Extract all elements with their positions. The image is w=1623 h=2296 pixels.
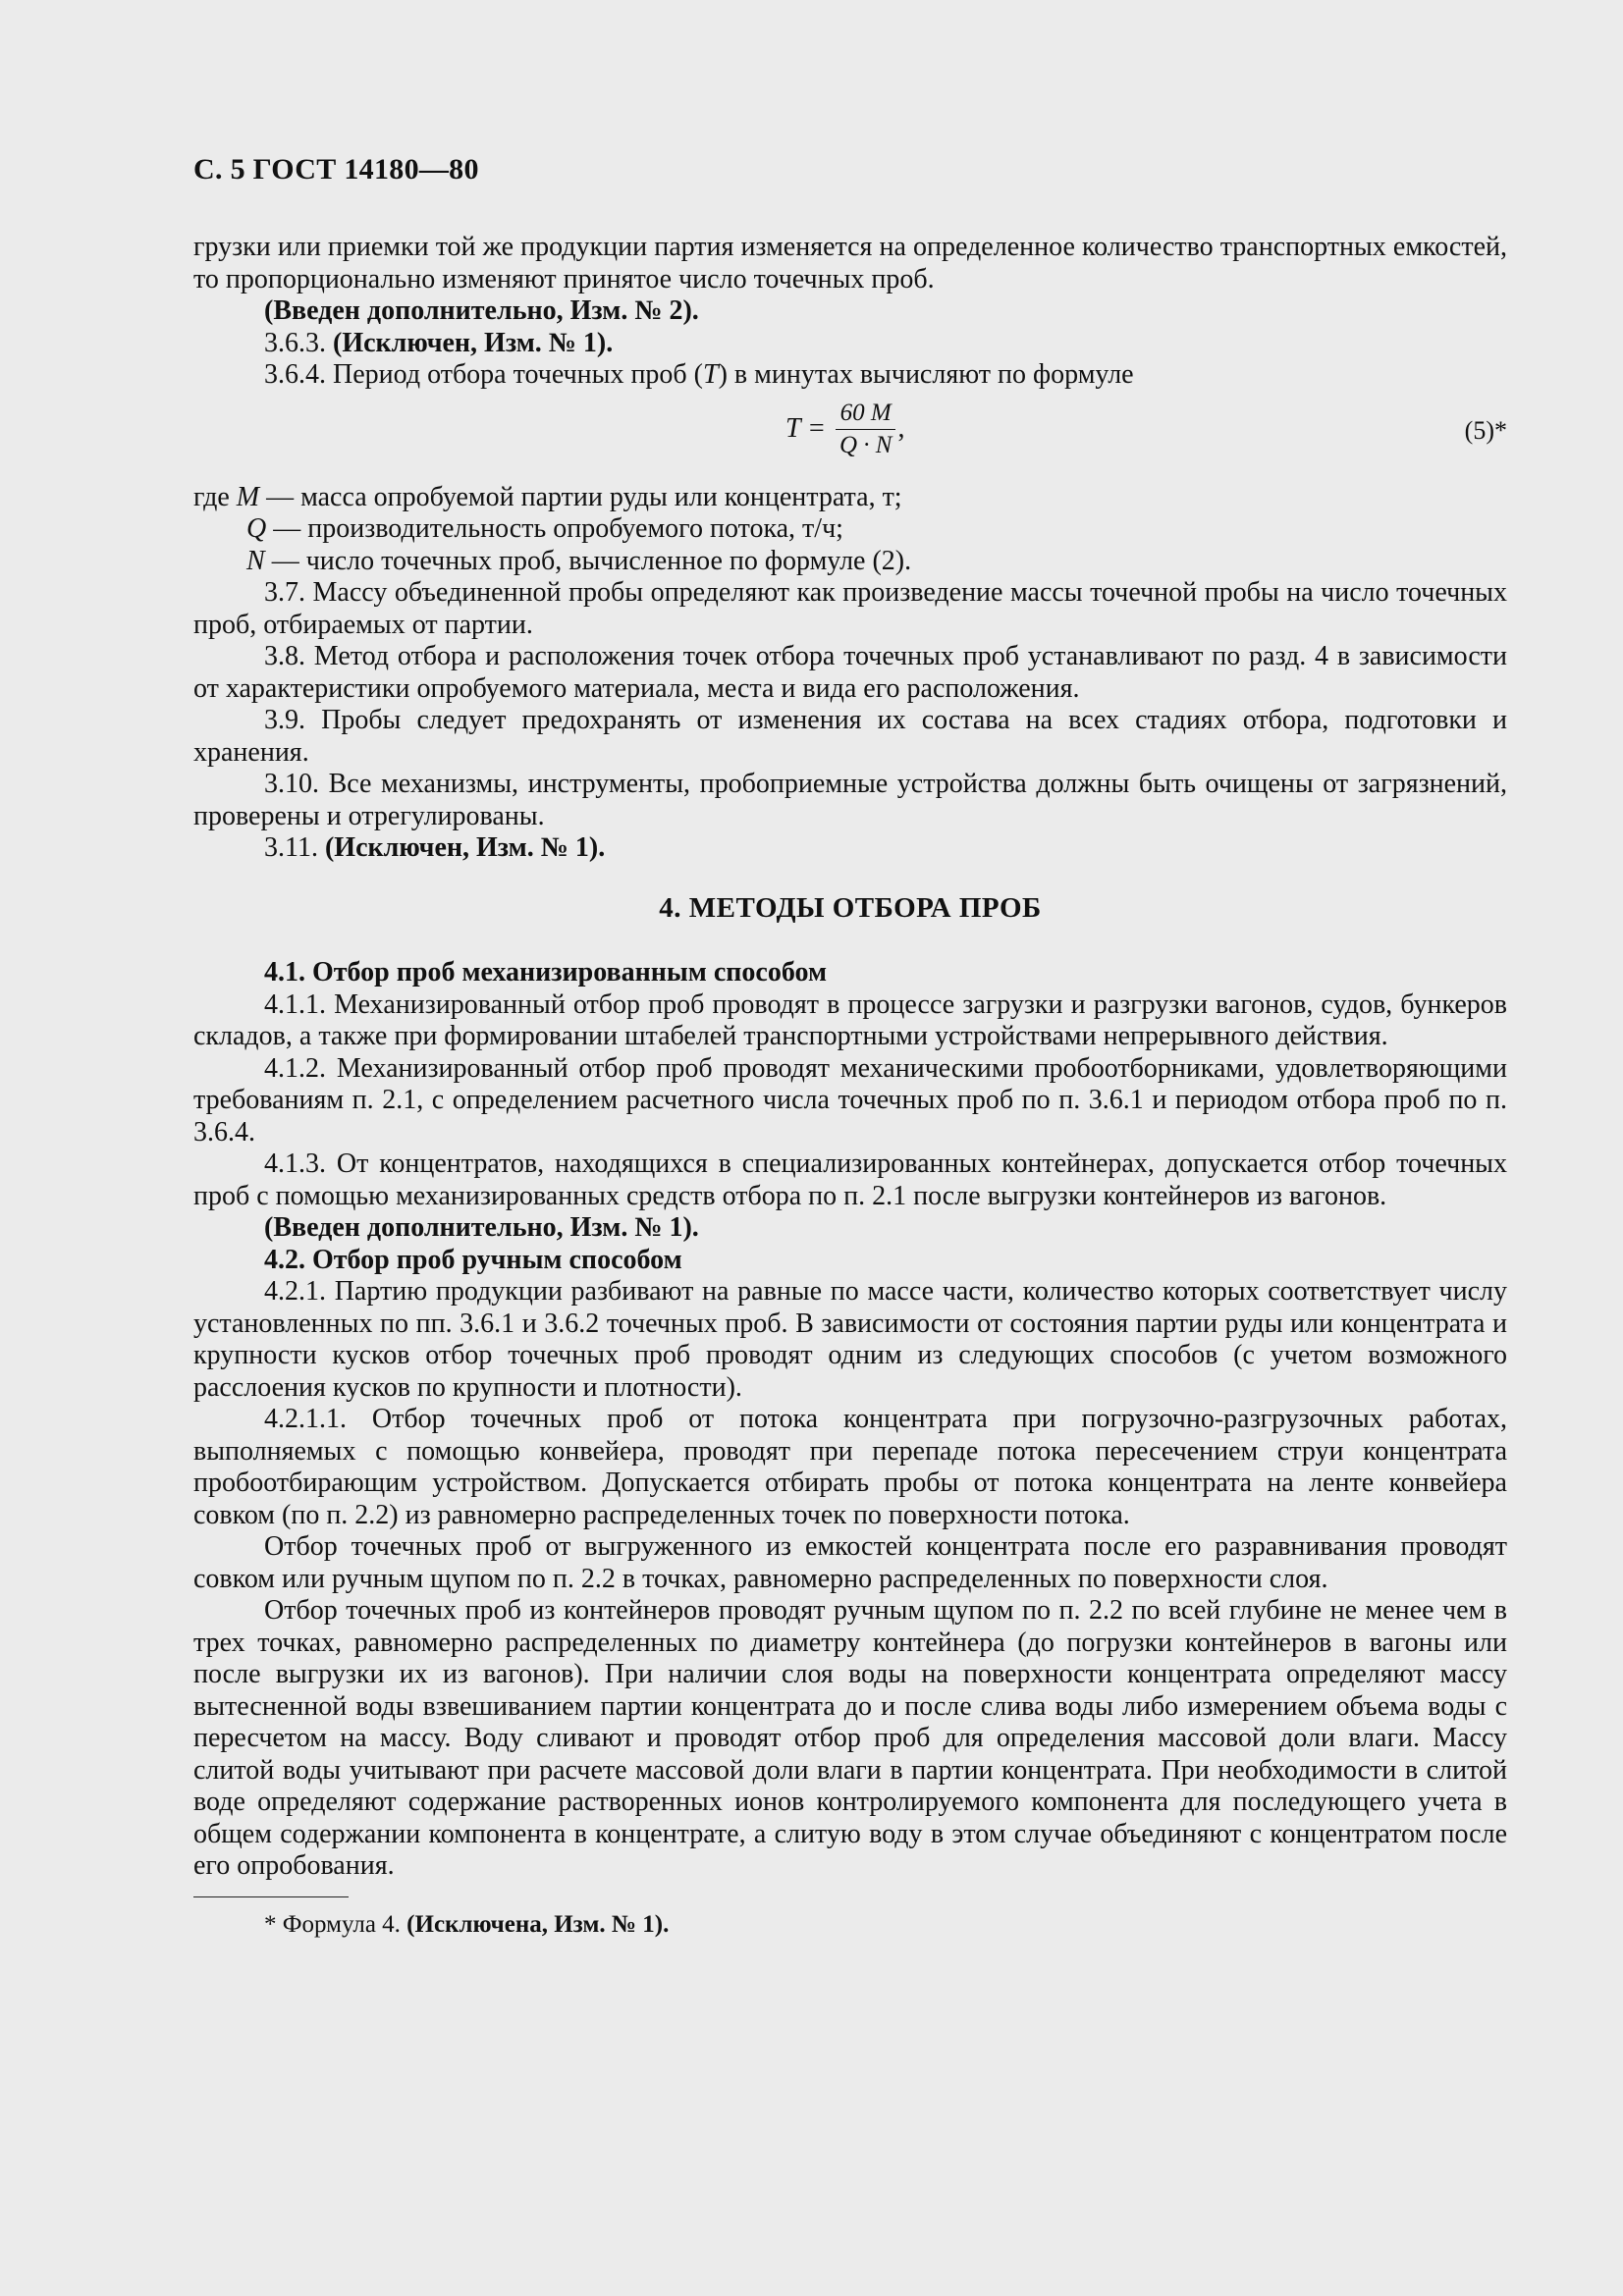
formula-expression <box>785 400 904 459</box>
clause-3-8: 3.8. Метод отбора и расположения точек отбора точечных проб устанавливают по разд. 4 в зависимости от характеристики опробуемого материала, места и вида его расположения. <box>193 641 1507 704</box>
paragraph-unloaded-concentrate: Отбор точечных проб от выгруженного из емкостей концентрата после его разравнивания проводят совком или ручным щупом по п. 2.2 в точках, равномерно распределенных по поверхности слоя. <box>193 1531 1507 1594</box>
clause-text-end: ) в минутах вычисляют по формуле <box>718 359 1134 390</box>
legend-N-text: — число точечных проб, вычисленное по формуле (2). <box>264 545 912 576</box>
clause-4-2-1-1: 4.2.1.1. Отбор точечных проб от потока концентрата при погрузочно-разгрузочных работах, выполняемых с помощью конвейера, проводят при перепаде потока пересечением струи концентрата пробоотбирающим устройством. Допускается отбирать пробы от потока концентрата на ленте конвейера совком (по п. 2.2) из равномерно распределенных точек по поверхности потока. <box>193 1404 1507 1530</box>
formula-denominator: Q · N <box>836 429 895 459</box>
footnote-text: * Формула 4. <box>264 1910 407 1938</box>
variable-Q: Q <box>246 513 267 544</box>
variable-N: N <box>246 545 265 576</box>
formula-lhs: T = <box>785 412 826 444</box>
formula-fraction <box>836 400 895 459</box>
clause-number: 3.6.3. <box>264 327 326 358</box>
formula-comma: , <box>897 412 905 444</box>
subsection-4-1-title: 4.1. Отбор проб механизированным способом <box>264 957 828 988</box>
legend-M <box>193 476 1507 514</box>
clause-3-10: 3.10. Все механизмы, инструменты, пробоприемные устройства должны быть очищены от загрязнений, проверены и отрегулированы. <box>193 769 1507 831</box>
page-header: С. 5 ГОСТ 14180—80 <box>193 153 479 186</box>
clause-3-9: 3.9. Пробы следует предохранять от изменения их состава на всех стадиях отбора, подготовки и хранения. <box>193 705 1507 768</box>
amendment-note-2: (Введен дополнительно, Изм. № 2). <box>264 295 699 326</box>
clause-4-1-3: 4.1.3. От концентратов, находящихся в специализированных контейнерах, допускается отбор точечных проб с помощью механизированных средств отбора по п. 2.1 после выгрузки контейнеров из вагонов. <box>193 1148 1507 1211</box>
legend-Q <box>193 513 1507 546</box>
clause-number: 3.11. <box>264 832 318 863</box>
clause-text-start: 3.6.4. Период отбора точечных проб ( <box>264 359 704 390</box>
clause-4-2-1: 4.2.1. Партию продукции разбивают на равные по массе части, количество которых соответствует числу установленных по пп. 3.6.1 и 3.6.2 точечных проб. В зависимости от состояния партии руды или концентрата и крупности кусков отбор точечных проб проводят одним из следующих способов (с учетом возможного расслоения кусков по крупности и плотности). <box>193 1276 1507 1403</box>
footnote-divider <box>193 1896 349 1897</box>
clause-3-7: 3.7. Массу объединенной пробы определяют как произведение массы точечной пробы на число точечных проб, отбираемых от партии. <box>193 577 1507 640</box>
subsection-4-2-title: 4.2. Отбор проб ручным способом <box>264 1244 682 1275</box>
footnote <box>193 1909 1507 1942</box>
amendment-note-1: (Введен дополнительно, Изм. № 1). <box>264 1212 699 1243</box>
clause-3-6-3 <box>193 328 1507 360</box>
clause-4-1-2: 4.1.2. Механизированный отбор проб проводят механическими пробоотборниками, удовлетворяющими требованиям п. 2.1, с определением расчетного числа точечных проб по п. 3.6.1 и периодом отбора проб по п. 3.6.4. <box>193 1052 1507 1148</box>
clause-4-1-1: 4.1.1. Механизированный отбор проб проводят в процессе загрузки и разгрузки вагонов, судов, бункеров складов, а также при формировании штабелей транспортными устройствами непрерывного действия. <box>193 988 1507 1051</box>
formula-5 <box>193 392 1507 476</box>
clause-text: (Исключен, Изм. № 1). <box>324 832 606 863</box>
legend-M-text: — масса опробуемой партии руды или концентрата, т; <box>259 481 902 512</box>
legend-Q-text: — производительность опробуемого потока, т/ч; <box>266 513 843 544</box>
legend-prefix: где <box>193 481 237 512</box>
formula-number: (5)* <box>1464 415 1507 445</box>
variable-T: T <box>703 359 719 390</box>
clause-text: (Исключен, Изм. № 1). <box>333 327 614 358</box>
paragraph-continuation: грузки или приемки той же продукции партия изменяется на определенное количество транспортных емкостей, то пропорционально изменяют принятое число точечных проб. <box>193 232 1507 294</box>
formula-numerator: 60 M <box>839 399 892 426</box>
paragraph-containers: Отбор точечных проб из контейнеров проводят ручным щупом по п. 2.2 по всей глубине не менее чем в трех точках, равномерно распределенных по диаметру контейнера (до погрузки контейнеров в вагоны или после выгрузки их из вагонов). При наличии слоя воды на поверхности концентрата определяют массу вытесненной воды взвешиванием партии концентрата до и после слива воды либо измерением объема воды с пересчетом на массу. Воду сливают и проводят отбор проб для определения массовой доли влаги. Массу слитой воды учитывают при расчете массовой доли влаги в партии концентрата. При необходимости в слитой воде определяют содержание растворенных ионов контролируемого компонента для последующего учета в общем содержании компонента в концентрате, а слитую воду в этом случае объединяют с концентратом после его опробования. <box>193 1595 1507 1881</box>
legend-N <box>193 546 1507 578</box>
variable-M: M <box>236 481 260 512</box>
page-body <box>193 232 1507 1941</box>
section-4-title: 4. МЕТОДЫ ОТБОРА ПРОБ <box>659 891 1042 924</box>
clause-3-6-4 <box>193 359 1507 392</box>
footnote-amendment: (Исключена, Изм. № 1). <box>406 1910 670 1938</box>
clause-3-11 <box>193 832 1507 865</box>
